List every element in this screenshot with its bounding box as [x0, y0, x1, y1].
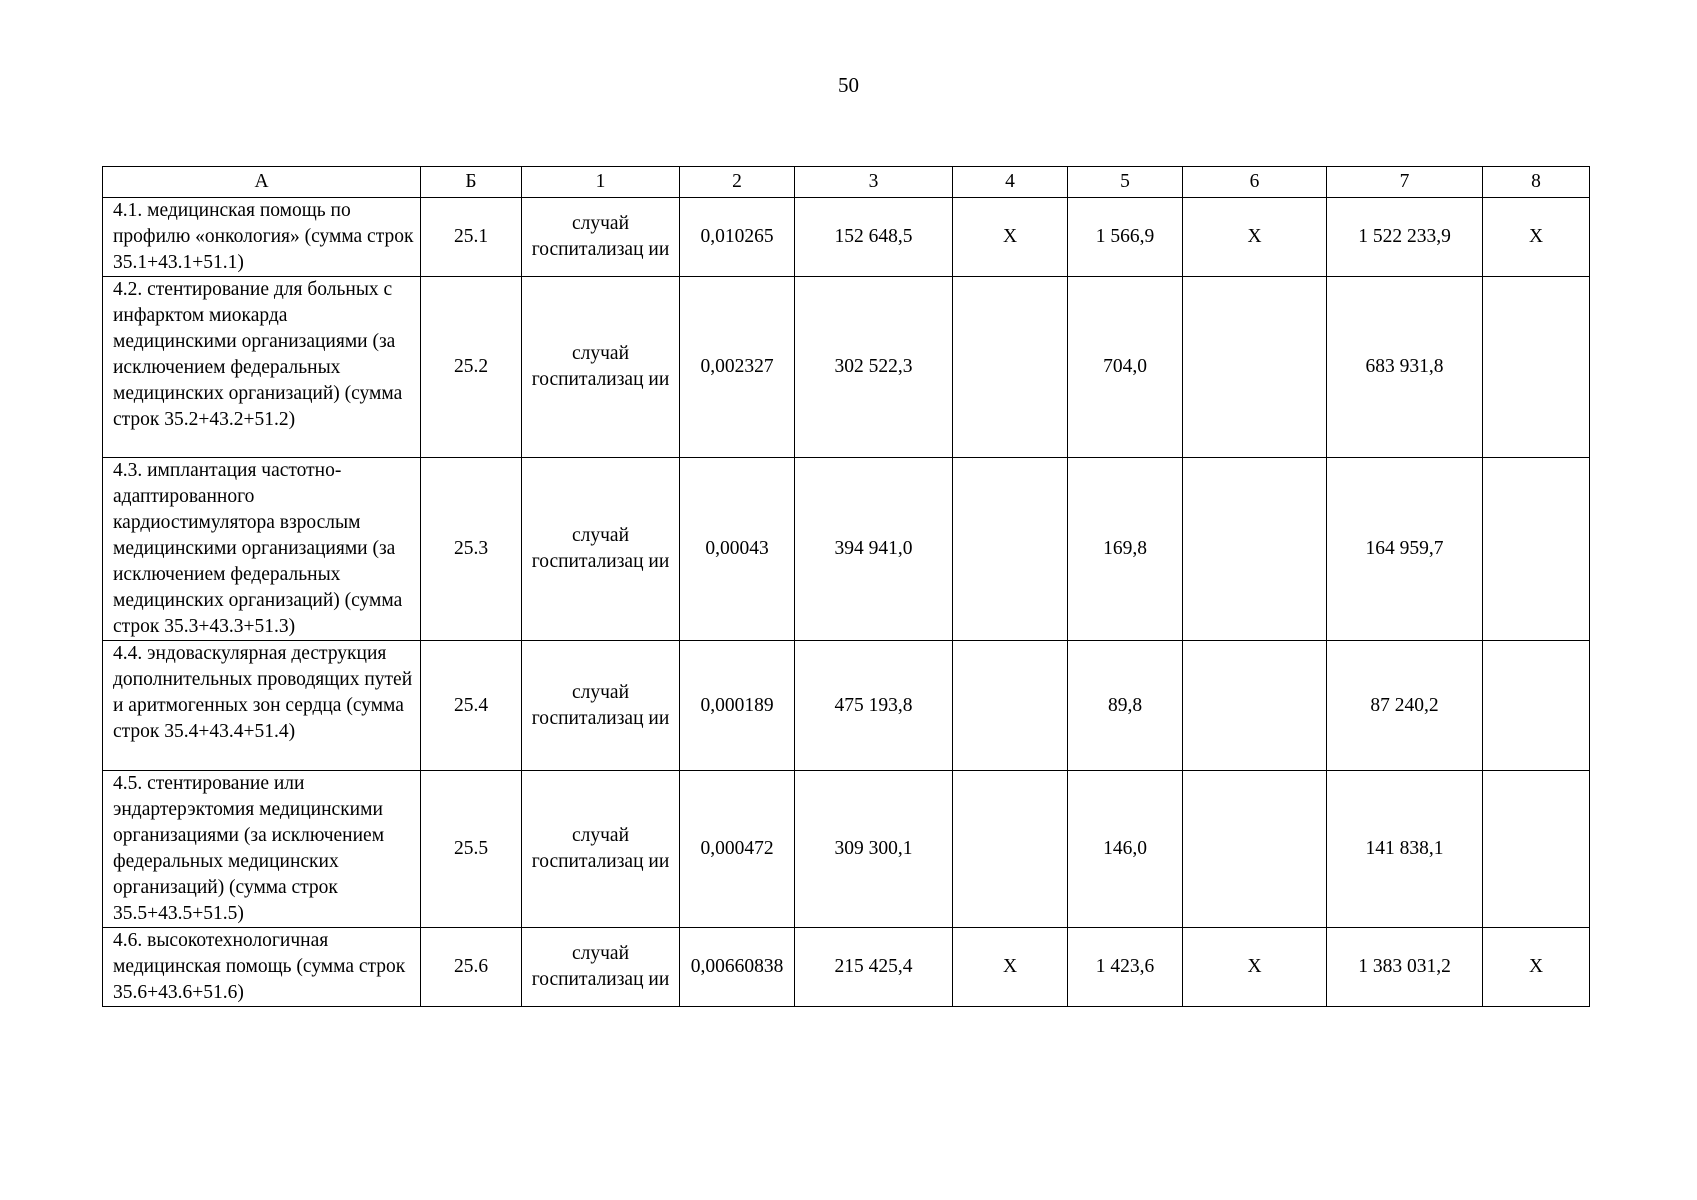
- row-value-8: [1483, 771, 1590, 928]
- row-value-8: [1483, 277, 1590, 458]
- row-value-3: 309 300,1: [795, 771, 953, 928]
- table-row: [103, 928, 1590, 1007]
- row-value-4: [953, 771, 1068, 928]
- row-code: 25.1: [421, 198, 522, 277]
- row-value-5: 146,0: [1068, 771, 1183, 928]
- table-row: [103, 641, 1590, 771]
- row-value-4: [953, 458, 1068, 641]
- row-value-5: 1 566,9: [1068, 198, 1183, 277]
- row-unit: случай госпитализац ии: [522, 277, 680, 458]
- row-unit: случай госпитализац ии: [522, 641, 680, 771]
- row-unit: случай госпитализац ии: [522, 458, 680, 641]
- row-value-4: Х: [953, 928, 1068, 1007]
- row-value-5: 1 423,6: [1068, 928, 1183, 1007]
- column-header: 5: [1068, 167, 1183, 198]
- row-value-6: [1183, 458, 1327, 641]
- row-value-8: [1483, 641, 1590, 771]
- row-value-6: [1183, 277, 1327, 458]
- row-description: 4.3. имплантация частотно-адаптированного кардиостимулятора взрослым медицинскими организациями (за исключением федеральных медицинских организаций) (сумма строк 35.3+43.3+51.3): [103, 458, 421, 641]
- row-value-3: 475 193,8: [795, 641, 953, 771]
- row-value-8: Х: [1483, 198, 1590, 277]
- row-value-4: [953, 277, 1068, 458]
- row-value-6: [1183, 641, 1327, 771]
- table-row: [103, 198, 1590, 277]
- row-value-2: 0,000472: [680, 771, 795, 928]
- row-code: 25.6: [421, 928, 522, 1007]
- column-header: 1: [522, 167, 680, 198]
- row-unit: случай госпитализац ии: [522, 198, 680, 277]
- row-value-2: 0,002327: [680, 277, 795, 458]
- row-description: 4.2. стентирование для больных с инфарктом миокарда медицинскими организациями (за исключением федеральных медицинских организаций) (сумма строк 35.2+43.2+51.2): [103, 277, 421, 458]
- row-value-7: 164 959,7: [1327, 458, 1483, 641]
- column-header: 2: [680, 167, 795, 198]
- row-value-2: 0,010265: [680, 198, 795, 277]
- row-code: 25.4: [421, 641, 522, 771]
- row-description: 4.1. медицинская помощь по профилю «онкология» (сумма строк 35.1+43.1+51.1): [103, 198, 421, 277]
- column-header: 4: [953, 167, 1068, 198]
- row-code: 25.5: [421, 771, 522, 928]
- row-description: 4.6. высокотехнологичная медицинская помощь (сумма строк 35.6+43.6+51.6): [103, 928, 421, 1007]
- data-table: [102, 166, 1590, 1007]
- table-row: [103, 458, 1590, 641]
- row-value-3: 394 941,0: [795, 458, 953, 641]
- row-value-7: 87 240,2: [1327, 641, 1483, 771]
- row-value-3: 302 522,3: [795, 277, 953, 458]
- row-value-7: 683 931,8: [1327, 277, 1483, 458]
- row-description: 4.5. стентирование или эндартерэктомия медицинскими организациями (за исключением федеральных медицинских организаций) (сумма строк 35.5+43.5+51.5): [103, 771, 421, 928]
- row-code: 25.2: [421, 277, 522, 458]
- row-unit: случай госпитализац ии: [522, 928, 680, 1007]
- row-value-6: [1183, 771, 1327, 928]
- row-value-5: 89,8: [1068, 641, 1183, 771]
- column-header: 7: [1327, 167, 1483, 198]
- row-value-7: 141 838,1: [1327, 771, 1483, 928]
- column-header: 8: [1483, 167, 1590, 198]
- column-header: 3: [795, 167, 953, 198]
- column-header: 6: [1183, 167, 1327, 198]
- row-value-8: [1483, 458, 1590, 641]
- column-header: Б: [421, 167, 522, 198]
- row-value-5: 704,0: [1068, 277, 1183, 458]
- row-value-2: 0,00043: [680, 458, 795, 641]
- table-row: [103, 771, 1590, 928]
- row-unit: случай госпитализац ии: [522, 771, 680, 928]
- page-number: 50: [838, 73, 859, 97]
- header-row: [103, 167, 1590, 198]
- row-value-4: [953, 641, 1068, 771]
- row-value-7: 1 383 031,2: [1327, 928, 1483, 1007]
- row-value-3: 215 425,4: [795, 928, 953, 1007]
- row-value-4: Х: [953, 198, 1068, 277]
- row-value-6: Х: [1183, 198, 1327, 277]
- column-header: А: [103, 167, 421, 198]
- row-value-6: Х: [1183, 928, 1327, 1007]
- row-value-3: 152 648,5: [795, 198, 953, 277]
- row-value-7: 1 522 233,9: [1327, 198, 1483, 277]
- row-description: 4.4. эндоваскулярная деструкция дополнительных проводящих путей и аритмогенных зон сердца (сумма строк 35.4+43.4+51.4): [103, 641, 421, 771]
- row-value-5: 169,8: [1068, 458, 1183, 641]
- row-code: 25.3: [421, 458, 522, 641]
- row-value-8: Х: [1483, 928, 1590, 1007]
- table-row: [103, 277, 1590, 458]
- row-value-2: 0,00660838: [680, 928, 795, 1007]
- row-value-2: 0,000189: [680, 641, 795, 771]
